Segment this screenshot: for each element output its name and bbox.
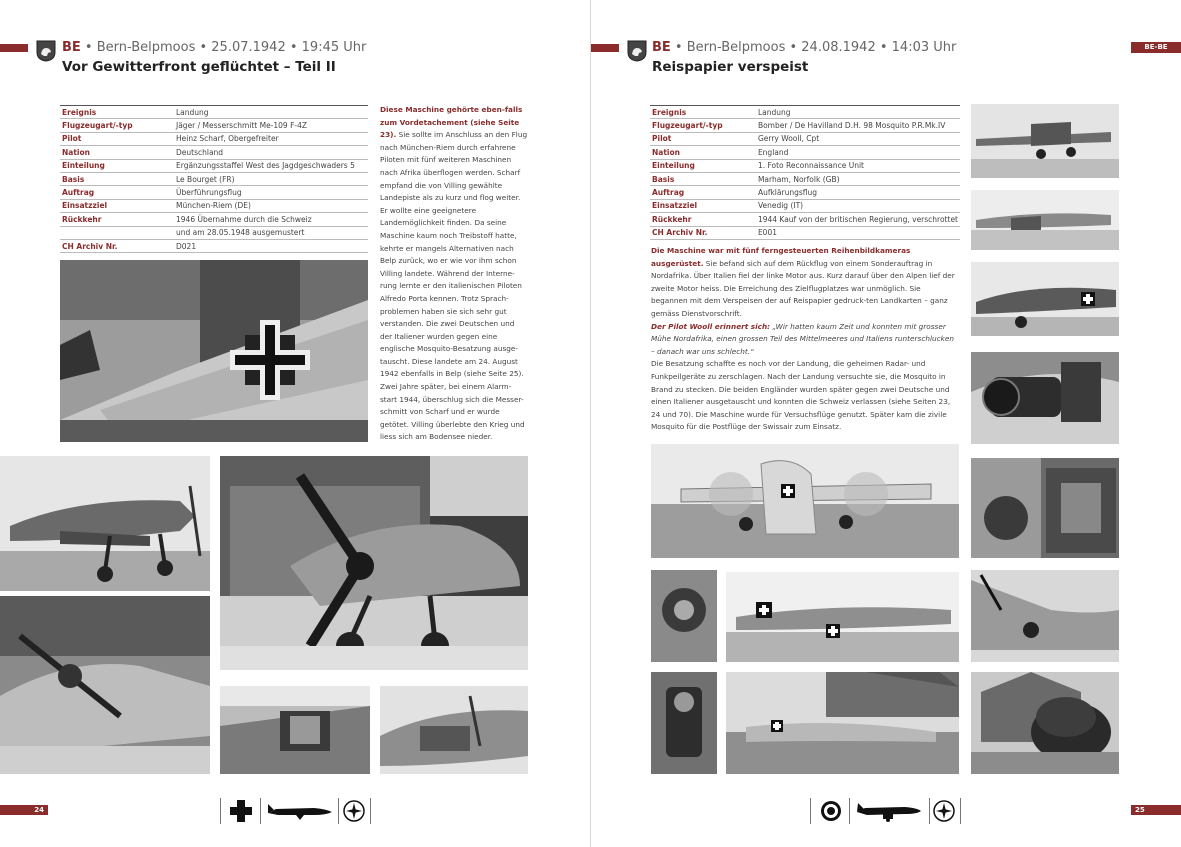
footer-separator <box>338 798 339 824</box>
footer-separator <box>260 798 261 824</box>
quote-lead: Der Pilot Wooll erinnert sich: <box>651 321 771 331</box>
raf-roundel-icon <box>820 800 842 822</box>
info-row <box>60 186 368 199</box>
info-value: Landung <box>174 106 368 119</box>
photo-reconnaissance-camera <box>971 352 1119 444</box>
info-key: Ereignis <box>650 106 756 119</box>
info-key: Einteilung <box>650 159 756 172</box>
info-row <box>650 106 960 119</box>
compass-badge-icon <box>343 800 365 822</box>
photo-mosquito-nose <box>971 570 1119 662</box>
info-value: Le Bourget (FR) <box>174 172 368 185</box>
info-row <box>60 146 368 159</box>
info-key: Basis <box>60 172 174 185</box>
photo-me109-hangar <box>0 596 210 774</box>
body-lead: Die Maschine war mit fünf ferngesteuerten Reihenbildkameras ausgerüstet. <box>651 246 911 268</box>
header-red-bar <box>0 44 28 52</box>
info-row <box>650 172 960 185</box>
info-row <box>60 119 368 132</box>
bomber-silhouette-icon <box>855 800 923 822</box>
page-number-tab <box>1131 805 1181 815</box>
info-row <box>60 239 368 252</box>
info-key: Nation <box>650 146 756 159</box>
footer-separator <box>810 798 811 824</box>
info-value: Jäger / Messerschmitt Me-109 F-4Z <box>174 119 368 132</box>
right-body-text <box>651 245 956 434</box>
location-date-time: • Bern-Belpmoos • 25.07.1942 • 19:45 Uhr <box>80 40 367 55</box>
info-key: CH Archiv Nr. <box>60 239 174 252</box>
info-row <box>650 213 960 226</box>
info-value: 1. Foto Reconnaissance Unit <box>756 159 960 172</box>
info-key: Auftrag <box>650 186 756 199</box>
info-value: Ergänzungsstaffel West des Jagdgeschwaders 5 <box>174 159 368 172</box>
page-title: Vor Gewitterfront geflüchtet – Teil II <box>62 59 336 75</box>
info-row <box>650 146 960 159</box>
left-body-text <box>380 104 528 444</box>
info-key: Rückkehr <box>60 213 174 226</box>
info-key: Einsatzziel <box>60 199 174 212</box>
info-value: Aufklärungsflug <box>756 186 960 199</box>
body-lead: Diese Maschine gehörte eben-falls zum Vordetachement (siehe Seite 23). <box>380 105 523 140</box>
photo-mosquito-swiss-flag <box>726 572 959 662</box>
compass-badge-icon <box>933 800 955 822</box>
photo-mosquito-engines-running <box>651 444 959 558</box>
info-row <box>60 199 368 212</box>
info-key: Basis <box>650 172 756 185</box>
info-key: Pilot <box>650 132 756 145</box>
photo-mosquito-parked <box>971 104 1119 178</box>
info-row <box>60 159 368 172</box>
event-info-table <box>650 105 960 240</box>
info-value: E001 <box>756 226 960 239</box>
page-number-tab <box>0 805 48 815</box>
info-row <box>650 119 960 132</box>
footer-separator <box>929 798 930 824</box>
info-value: England <box>756 146 960 159</box>
info-row <box>650 199 960 212</box>
info-key: Auftrag <box>60 186 174 199</box>
body-paragraph: Sie sollte im Anschluss an den Flug nach München-Riem durch erfahrene Piloten mit fünf weiteren Maschinen nach Afrika überflogen werden. Scharf empfand die von Villing gewählte Landepiste als zu kurz und flog weiter. Er wollte eine geeignetere Landemöglichkeit finden. Da seine Maschine kaum noch Treibstoff hatte, kehrte er mangels Alternativen nach Belp zurück, wo er wie vor ihm schon Villing landete. Während der Interne-rung lernte er den italienischen Piloten Alfredo Porta kennen. Trotz Sprach-problemen haben sie sich sehr gut verstanden. Die zwei Deutschen und der Italiener wurden gegen eine englische Mosquito-Besatzung ausge-tauscht. Diese landete am 24. August 1942 ebenfalls in Belp (siehe Seite 25). Zwei Jahre später, bei einem Alarm-start 1944, überschlug sich die Messer-schmitt von Scharf und er wurde getötet. Villing überlebte den Krieg und liess sich am Bodensee nieder. <box>380 130 528 442</box>
photo-mosquito-burning <box>971 672 1119 774</box>
event-header-line <box>652 40 956 55</box>
info-key: Einteilung <box>60 159 174 172</box>
location-code: BE <box>652 40 671 55</box>
info-value: Landung <box>756 106 960 119</box>
region-tab: BE-BE <box>1131 42 1181 53</box>
photo-me109-engine <box>220 686 370 774</box>
info-value: Überführungsflug <box>174 186 368 199</box>
info-key <box>60 226 174 239</box>
photo-mosquito-swiss-markings <box>971 262 1119 336</box>
info-value: Bomber / De Havilland D.H. 98 Mosquito P.R.Mk.IV <box>756 119 960 132</box>
info-key: CH Archiv Nr. <box>650 226 756 239</box>
photo-mosquito-side <box>971 190 1119 250</box>
info-value: Heinz Scharf, Obergefreiter <box>174 132 368 145</box>
left-page <box>0 0 590 847</box>
info-row <box>60 106 368 119</box>
photo-me109-fuselage <box>380 686 528 774</box>
german-cross-icon <box>230 800 252 822</box>
photo-me109-tail-cross <box>60 260 368 442</box>
info-key: Flugzeugart/-typ <box>650 119 756 132</box>
info-row <box>650 226 960 239</box>
info-row <box>60 132 368 145</box>
header-red-bar <box>591 44 619 52</box>
footer-separator <box>849 798 850 824</box>
info-row <box>650 132 960 145</box>
info-key: Nation <box>60 146 174 159</box>
footer-separator <box>220 798 221 824</box>
info-value: Deutschland <box>174 146 368 159</box>
info-key: Flugzeugart/-typ <box>60 119 174 132</box>
info-value: D021 <box>174 239 368 252</box>
fighter-silhouette-icon <box>266 800 334 822</box>
page-number: 24 <box>34 806 44 814</box>
pilot-quote: „Wir hatten kaum Zeit und konnten mit grosser Mühe Nordafrika, einen grossen Teil des Mittelmeeres und Italiens runterschlucken – danach war uns schlecht.“ <box>651 321 954 356</box>
photo-me109-front-hangar <box>220 456 528 670</box>
info-row <box>60 226 368 239</box>
info-row <box>650 186 960 199</box>
event-info-table <box>60 105 368 253</box>
photo-interior-detail <box>651 570 717 662</box>
photo-me109-side-1 <box>0 456 210 591</box>
body-paragraph-2: Die Besatzung schaffte es noch vor der Landung, die geheimen Radar- und Funkpeilgeräte zu zerschlagen. Nach der Landung versuchte sie, die Mosquito in Brand zu stecken. Die beiden Engländer wurden später gegen zwei Deutsche und einen Italiener ausgetauscht und konnten die Schweiz verlassen (siehe Seiten 23, 24 und 70). Die Maschine wurde für Versuchsflüge genutzt. Später kam die zivile Mosquito für die Postflüge der Swissair zum Einsatz. <box>651 359 951 432</box>
footer-separator <box>370 798 371 824</box>
info-key: Ereignis <box>60 106 174 119</box>
location-code: BE <box>62 40 81 55</box>
bern-crest-icon <box>36 40 56 62</box>
page-number: 25 <box>1135 806 1145 814</box>
page-title: Reispapier verspeist <box>652 59 809 75</box>
info-value: 1944 Kauf von der britischen Regierung, verschrottet <box>756 213 960 226</box>
info-key: Pilot <box>60 132 174 145</box>
info-key: Rückkehr <box>650 213 756 226</box>
body-paragraph-1: Sie befand sich auf dem Rückflug von einem Sonderauftrag in Nordafrika. Über Italien fiel der linke Motor aus. Kurz darauf über den Alpen lief der zweite Motor heiss. Die Erreichung des Zielflugplatzes war unmöglich. Sie begannen mit dem Verspeisen der auf Reispapier gedruck-ten Landkarten – ganz gemäss Dienstvorschrift. <box>651 258 955 318</box>
info-row <box>60 213 368 226</box>
event-header-line <box>62 40 366 55</box>
photo-mosquito-crashed-landing <box>726 672 959 774</box>
info-value: 1946 Übernahme durch die Schweiz <box>174 213 368 226</box>
footer-separator <box>960 798 961 824</box>
info-row <box>650 159 960 172</box>
photo-camera-closeup <box>651 672 717 774</box>
info-value: Marham, Norfolk (GB) <box>756 172 960 185</box>
info-key: Einsatzziel <box>650 199 756 212</box>
info-value: Gerry Wooll, Cpt <box>756 132 960 145</box>
location-date-time: • Bern-Belpmoos • 24.08.1942 • 14:03 Uhr <box>670 40 957 55</box>
right-page <box>591 0 1181 847</box>
bern-crest-icon <box>627 40 647 62</box>
info-value: München-Riem (DE) <box>174 199 368 212</box>
info-value: Venedig (IT) <box>756 199 960 212</box>
info-row <box>60 172 368 185</box>
info-value: und am 28.05.1948 ausgemustert <box>174 226 368 239</box>
photo-cockpit-equipment <box>971 458 1119 558</box>
